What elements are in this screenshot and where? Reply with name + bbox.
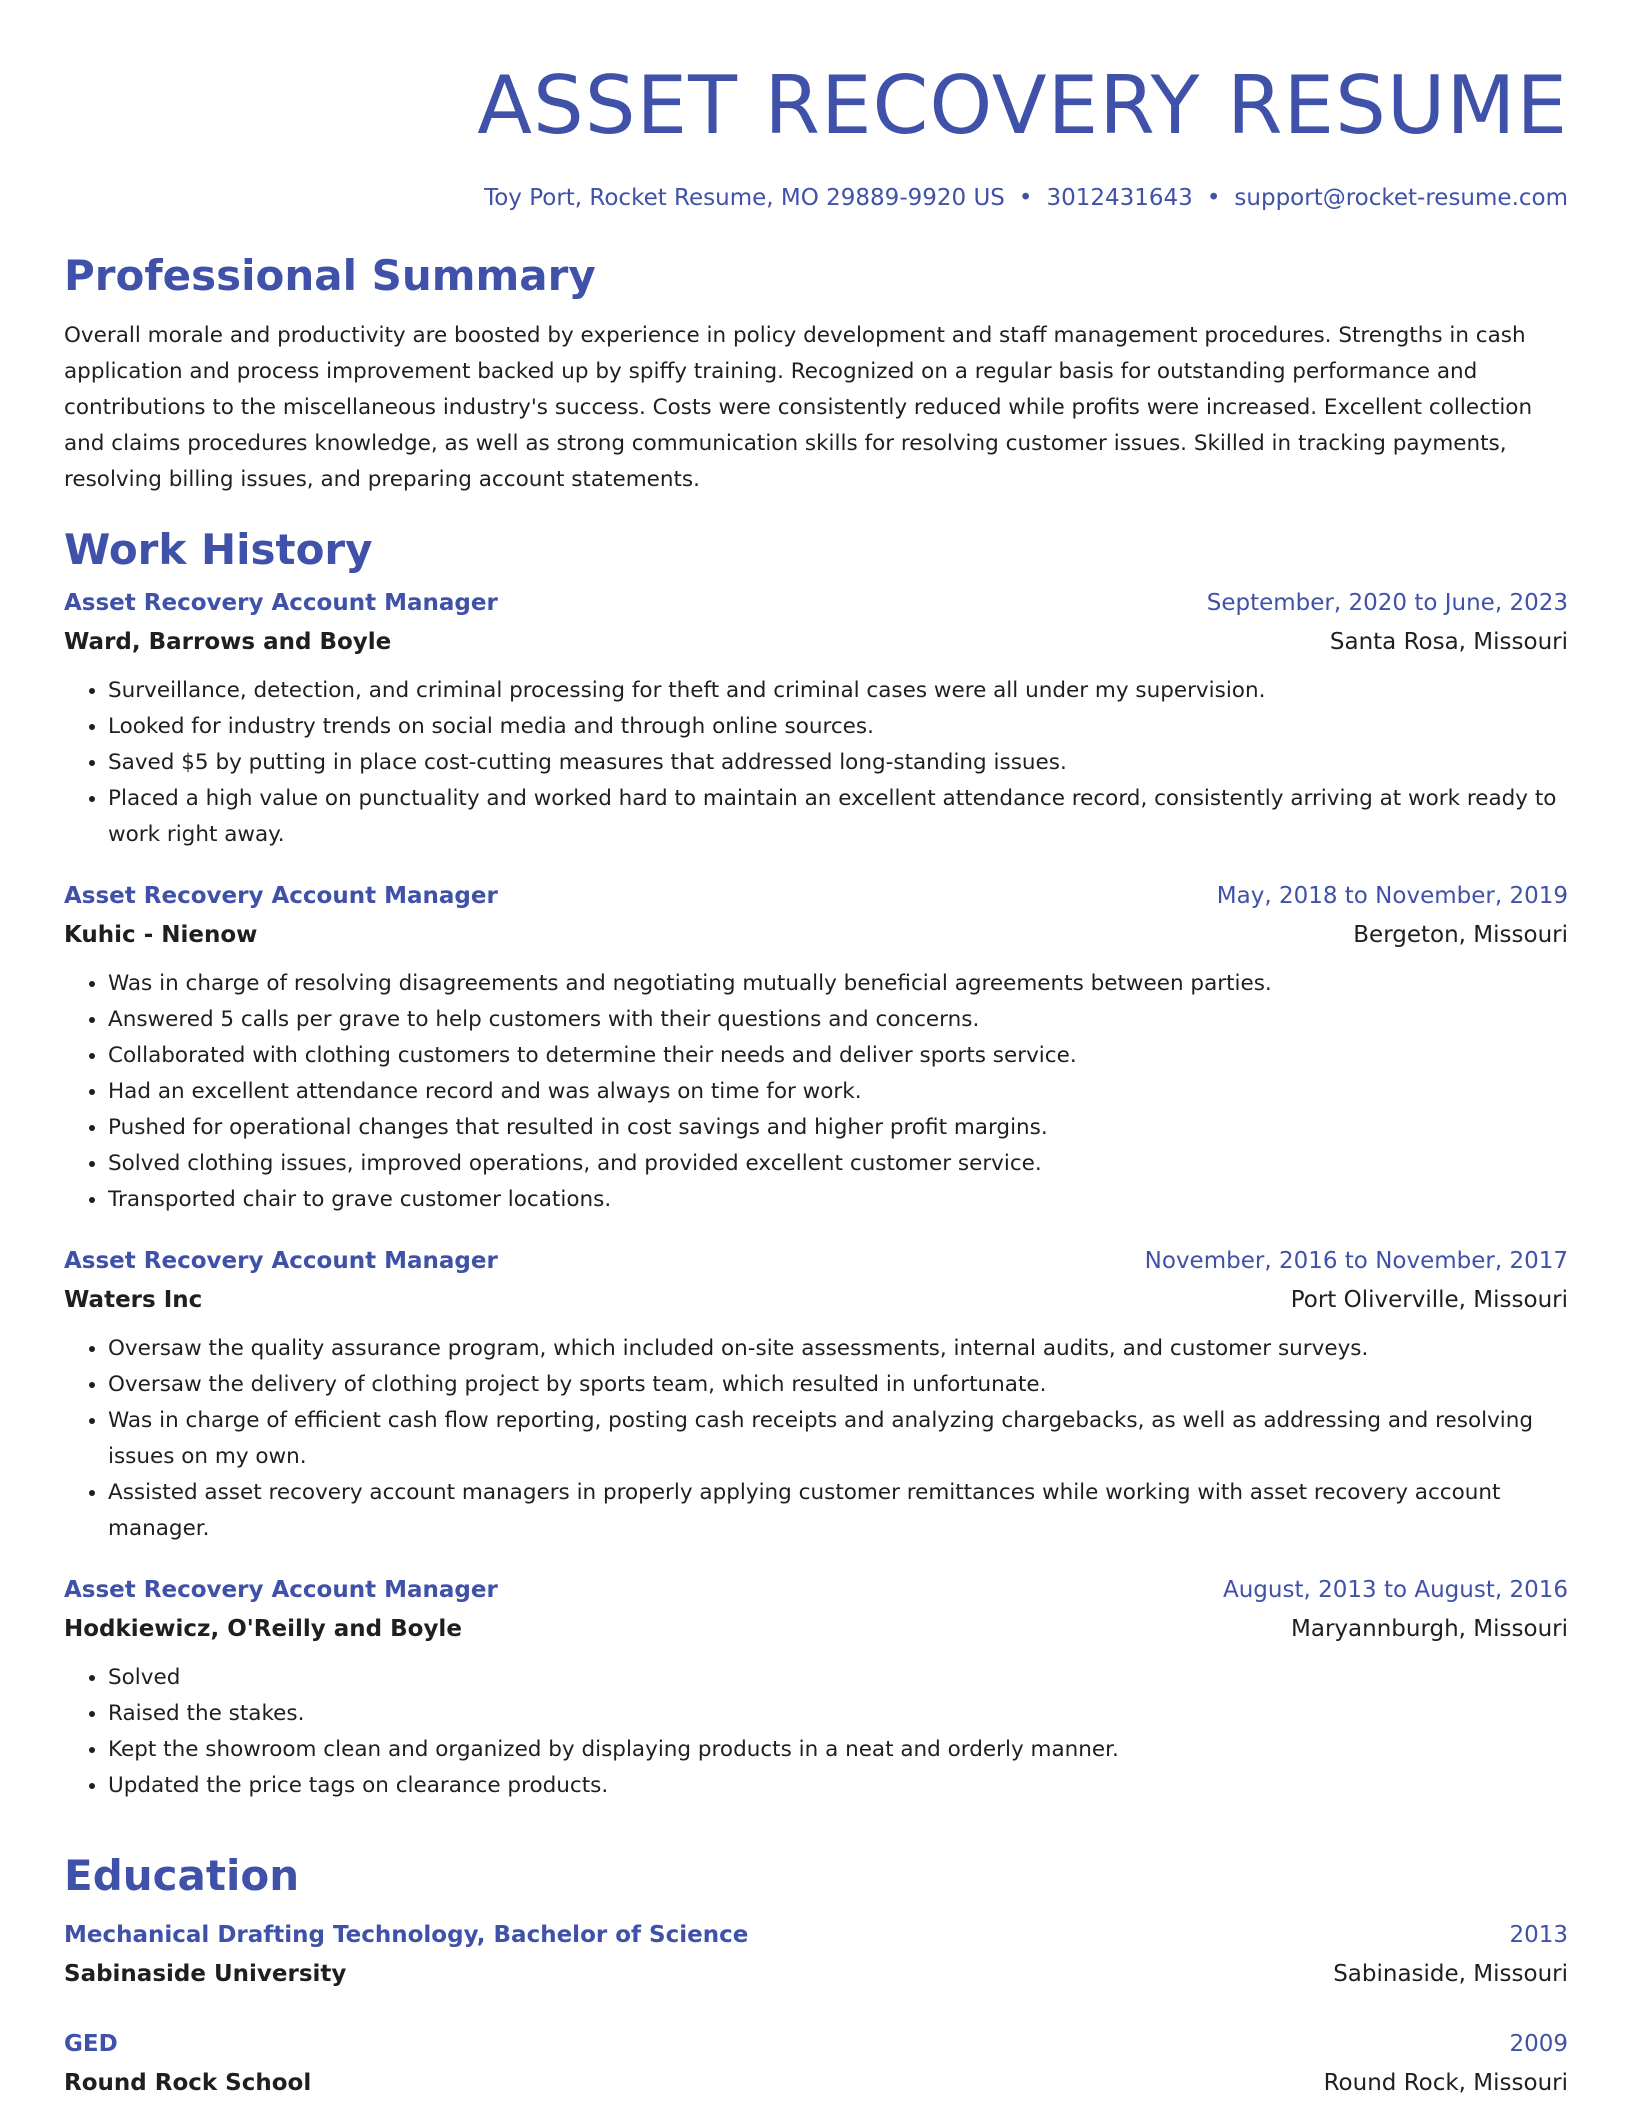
job-bullet-item: • Raised the stakes. <box>108 1696 1568 1732</box>
job-company: Hodkiewicz, O'Reilly and Boyle <box>64 1616 462 1642</box>
contact-phone: 3012431643 <box>1046 185 1193 211</box>
job-spacer <box>64 1547 1568 1573</box>
job-company-row <box>64 1612 1568 1646</box>
job-spacer <box>64 1804 1568 1830</box>
job-bullet-item: • Solved clothing issues, improved operations, and provided excellent customer service. <box>108 1146 1568 1182</box>
job-dates: August, 2013 to August, 2016 <box>1223 1577 1568 1603</box>
job-bullet-item: • Assisted asset recovery account managers in properly applying customer remittances while working with asset recovery account manager. <box>108 1475 1568 1547</box>
job-entry <box>64 586 1568 853</box>
job-entry <box>64 1244 1568 1547</box>
job-title: Asset Recovery Account Manager <box>64 1577 498 1603</box>
work-history-list <box>64 586 1568 1830</box>
education-year: 2009 <box>1509 2031 1568 2057</box>
job-dates: May, 2018 to November, 2019 <box>1216 883 1568 909</box>
job-bullet-item: • Kept the showroom clean and organized by displaying products in a neat and orderly manner. <box>108 1732 1568 1768</box>
job-bullet-item: • Oversaw the delivery of clothing project by sports team, which resulted in unfortunate. <box>108 1367 1568 1403</box>
job-bullet-item: • Surveillance, detection, and criminal processing for theft and criminal cases were all under my supervision. <box>108 673 1568 709</box>
education-year: 2013 <box>1509 1922 1568 1948</box>
job-company-row <box>64 918 1568 952</box>
job-bullet-item: • Was in charge of efficient cash flow reporting, posting cash receipts and analyzing chargebacks, as well as addressing and resolving issues on my own. <box>108 1403 1568 1475</box>
contact-separator: • <box>1206 185 1221 211</box>
job-header-row <box>64 1573 1568 1607</box>
contact-separator: • <box>1018 185 1033 211</box>
job-dates: November, 2016 to November, 2017 <box>1144 1248 1568 1274</box>
job-spacer <box>64 853 1568 879</box>
job-title: Asset Recovery Account Manager <box>64 883 498 909</box>
job-dates: September, 2020 to June, 2023 <box>1206 590 1568 616</box>
section-title-summary: Professional Summary <box>64 251 596 300</box>
education-school-row <box>64 2066 1568 2100</box>
job-location: Port Oliverville, Missouri <box>1290 1287 1568 1313</box>
job-bullets <box>64 673 1568 853</box>
job-bullet-item: • Answered 5 calls per grave to help customers with their questions and concerns. <box>108 1002 1568 1038</box>
job-bullet-item: • Was in charge of resolving disagreements and negotiating mutually beneficial agreements between parties. <box>108 966 1568 1002</box>
education-list <box>64 1918 1568 2100</box>
job-bullet-item: • Collaborated with clothing customers to determine their needs and deliver sports service. <box>108 1038 1568 1074</box>
job-bullet-item: • Transported chair to grave customer locations. <box>108 1182 1568 1218</box>
education-entry <box>64 1918 1568 1991</box>
job-bullets <box>64 1331 1568 1547</box>
contact-line <box>64 182 1568 214</box>
education-location: Round Rock, Missouri <box>1323 2070 1568 2096</box>
education-location: Sabinaside, Missouri <box>1333 1961 1568 1987</box>
job-header-row <box>64 879 1568 913</box>
job-title: Asset Recovery Account Manager <box>64 590 498 616</box>
section-title-work-history: Work History <box>64 525 373 574</box>
job-title: Asset Recovery Account Manager <box>64 1248 498 1274</box>
job-bullet-item: • Solved <box>108 1660 1568 1696</box>
education-entry <box>64 2027 1568 2100</box>
section-title-education: Education <box>64 1851 300 1900</box>
job-company-row <box>64 1283 1568 1317</box>
job-company-row <box>64 625 1568 659</box>
education-header-row <box>64 1918 1568 1952</box>
job-bullets <box>64 966 1568 1218</box>
job-entry <box>64 1573 1568 1804</box>
resume-page <box>64 0 1568 2100</box>
job-location: Bergeton, Missouri <box>1353 922 1568 948</box>
job-company: Waters Inc <box>64 1287 203 1313</box>
job-bullet-item: • Placed a high value on punctuality and worked hard to maintain an excellent attendance record, consistently arriving at work ready to work right away. <box>108 781 1568 853</box>
job-company: Kuhic - Nienow <box>64 922 258 948</box>
job-header-row <box>64 586 1568 620</box>
education-degree: Mechanical Drafting Technology, Bachelor of Science <box>64 1922 749 1948</box>
job-header-row <box>64 1244 1568 1278</box>
job-bullet-item: • Updated the price tags on clearance products. <box>108 1768 1568 1804</box>
job-bullet-item: • Pushed for operational changes that resulted in cost savings and higher profit margins. <box>108 1110 1568 1146</box>
education-school: Sabinaside University <box>64 1961 347 1987</box>
job-company: Ward, Barrows and Boyle <box>64 629 392 655</box>
summary-text: Overall morale and productivity are boosted by experience in policy development and staff management procedures. Strengths in cash application and process improvement backed up by spiffy training. Recognized on a regular basis for outstanding performance and contributions to the miscellaneous industry's success. Costs were consistently reduced while profits were increased. Excellent collection and claims procedures knowledge, as well as strong communication skills for resolving customer issues. Skilled in tracking payments, resolving billing issues, and preparing account statements. <box>64 323 1533 492</box>
resume-name: ASSET RECOVERY RESUME <box>477 59 1568 152</box>
job-bullet-item: • Looked for industry trends on social media and through online sources. <box>108 709 1568 745</box>
job-bullet-item: • Oversaw the quality assurance program, which included on-site assessments, internal audits, and customer surveys. <box>108 1331 1568 1367</box>
job-location: Maryannburgh, Missouri <box>1291 1616 1568 1642</box>
job-entry <box>64 879 1568 1218</box>
job-bullet-item: • Saved $5 by putting in place cost-cutting measures that addressed long-standing issues. <box>108 745 1568 781</box>
job-location: Santa Rosa, Missouri <box>1329 629 1568 655</box>
education-header-row <box>64 2027 1568 2061</box>
education-school-row <box>64 1957 1568 1991</box>
contact-email: support@rocket-resume.com <box>1234 185 1568 211</box>
education-degree: GED <box>64 2031 118 2057</box>
education-school: Round Rock School <box>64 2070 312 2096</box>
contact-address: Toy Port, Rocket Resume, MO 29889-9920 US <box>484 185 1005 211</box>
job-spacer <box>64 1218 1568 1244</box>
job-bullets <box>64 1660 1568 1804</box>
job-bullet-item: • Had an excellent attendance record and was always on time for work. <box>108 1074 1568 1110</box>
